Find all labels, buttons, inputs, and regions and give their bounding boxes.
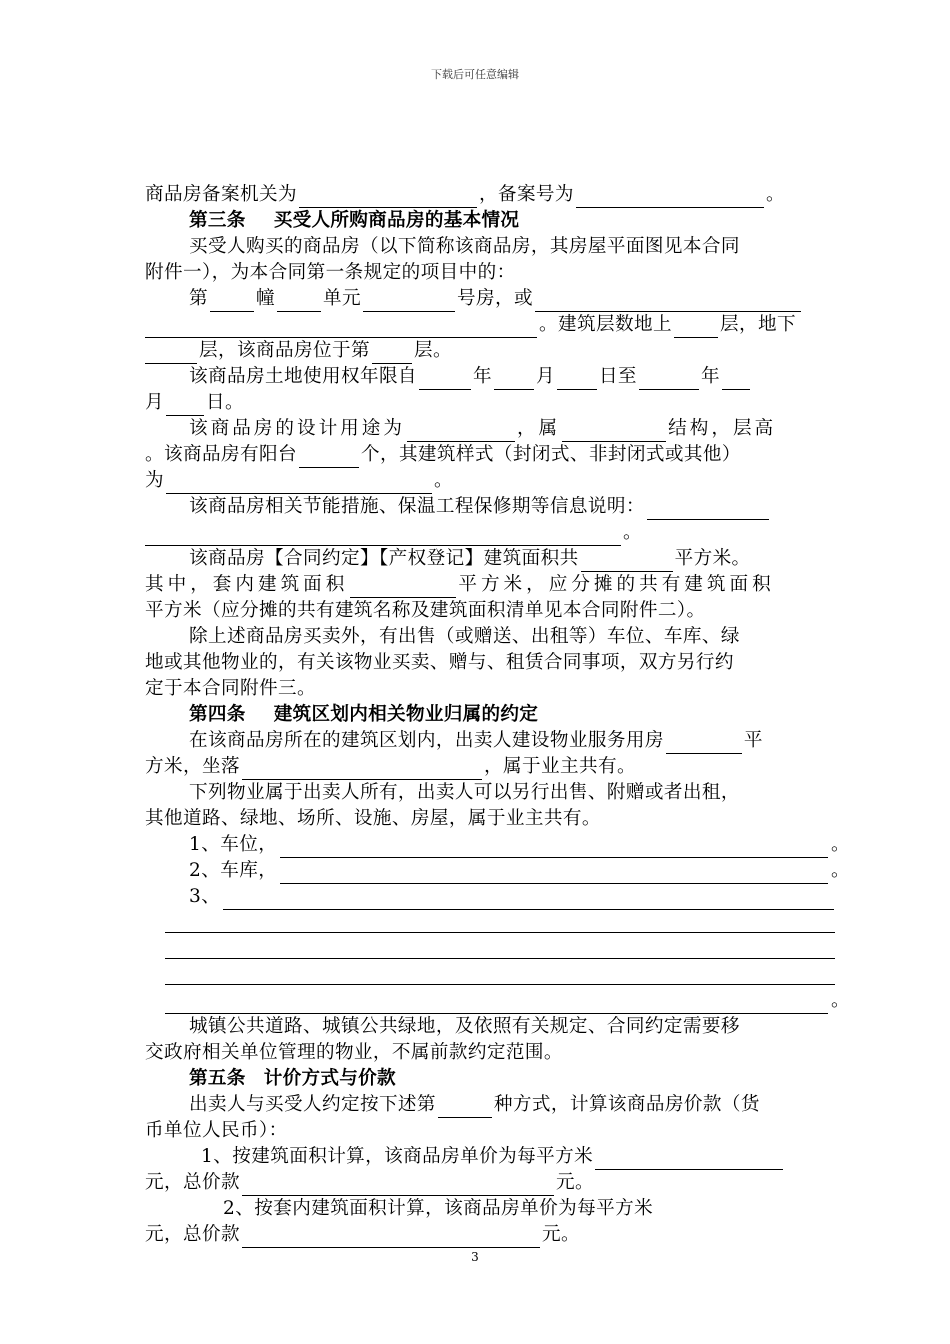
list-item: 1、车位， 。	[145, 832, 850, 858]
text-line: 1、按建筑面积计算，该商品房单价为每平方米	[145, 1144, 850, 1170]
text-line: 该商品房相关节能措施、保温工程保修期等信息说明：	[145, 494, 850, 520]
text-line: 。建筑层数地上 层，地下	[145, 312, 850, 338]
blank-garage[interactable]	[280, 863, 828, 884]
blank-total-price-inner[interactable]	[242, 1227, 540, 1248]
page-number: 3	[471, 1250, 479, 1264]
text-line: 2、按套内建筑面积计算，该商品房单价为每平方米	[223, 1198, 654, 1219]
blank-line[interactable]	[145, 962, 835, 988]
text-line: 买受人购买的商品房（以下简称该商品房，其房屋平面图见本合同	[189, 236, 740, 257]
blank-end-day[interactable]	[166, 395, 204, 416]
blank-start-day[interactable]	[557, 369, 597, 390]
blank-pricing-method[interactable]	[438, 1097, 492, 1118]
text-line: 平方米（应分摊的共有建筑名称及建筑面积清单见本合同附件二）。	[145, 600, 706, 621]
text-line: 该商品房【合同约定】【产权登记】建筑面积共 平方米。	[145, 546, 850, 572]
blank-unit-price-building[interactable]	[595, 1149, 783, 1170]
blank-structure[interactable]	[562, 421, 666, 442]
text-line: 该商品房的设计用途为 ，属 结构，层高	[145, 416, 850, 442]
blank-service-area[interactable]	[666, 733, 742, 754]
blank-energy-info-cont[interactable]	[145, 525, 621, 546]
text-line: 其中，套内建筑面积 平方米，应分摊的共有建筑面积	[145, 572, 850, 598]
text-line: 币单位人民币）：	[145, 1120, 288, 1141]
blank-balconies[interactable]	[299, 447, 359, 468]
blank-start-month[interactable]	[494, 369, 534, 390]
text-line: 方米，坐落 ，属于业主共有。	[145, 754, 850, 780]
text-line: 商品房备案机关为 ，备案号为 。	[145, 182, 850, 208]
blank-alt-address[interactable]	[535, 291, 801, 312]
text-line: 交政府相关单位管理的物业，不属前款约定范围。	[145, 1042, 563, 1063]
text-line: 地或其他物业的，有关该物业买卖、赠与、租赁合同事项，双方另行约	[145, 652, 734, 673]
blank-filing-number[interactable]	[576, 187, 764, 208]
blank-building[interactable]	[210, 291, 254, 312]
blank-room[interactable]	[363, 291, 455, 312]
text-line: 该商品房土地使用权年限自 年 月 日至 年	[145, 364, 850, 390]
blank-line[interactable]	[145, 910, 835, 936]
text-line: 除上述商品房买卖外，有出售（或赠送、出租等）车位、车库、绿	[189, 626, 740, 647]
text-line: 层，该商品房位于第 层。	[145, 338, 850, 364]
blank-energy-info[interactable]	[647, 499, 769, 520]
text-line: 城镇公共道路、城镇公共绿地，及依照有关规定、合同约定需要移	[189, 1016, 740, 1037]
blank-start-year[interactable]	[419, 369, 471, 390]
blank-line[interactable]	[145, 936, 835, 962]
blank-end-year[interactable]	[639, 369, 699, 390]
article-4-heading: 第四条 建筑区划内相关物业归属的约定	[189, 704, 539, 725]
text-line: 出卖人与买受人约定按下述第 种方式，计算该商品房价款（货	[145, 1092, 850, 1118]
blank-line: 。	[145, 988, 850, 1014]
text-line: 第 幢 单元 号房，或	[145, 286, 850, 312]
text-line: 其他道路、绿地、场所、设施、房屋，属于业主共有。	[145, 808, 601, 829]
blank-total-price-building[interactable]	[242, 1175, 554, 1196]
text-line: 在该商品房所在的建筑区划内，出卖人建设物业服务用房 平	[145, 728, 850, 754]
blank-service-location[interactable]	[242, 759, 482, 780]
page-header: 下载后可任意编辑	[431, 68, 519, 81]
blank-inner-area[interactable]	[350, 577, 456, 598]
text-line: 为 。	[145, 468, 850, 494]
blank-other-property-cont[interactable]	[165, 993, 828, 1014]
text-line: 下列物业属于出卖人所有，出卖人可以另行出售、附赠或者出租，	[189, 782, 740, 803]
article-5-heading: 第五条 计价方式与价款	[189, 1068, 396, 1089]
text-line: 。	[145, 520, 850, 546]
text-line: 月 日。	[145, 390, 850, 416]
text-line: 定于本合同附件三。	[145, 678, 316, 699]
blank-floors-above[interactable]	[674, 317, 718, 338]
blank-alt-address-cont[interactable]	[145, 317, 537, 338]
blank-parking-space[interactable]	[280, 837, 828, 858]
blank-unit[interactable]	[277, 291, 321, 312]
blank-filing-authority[interactable]	[299, 187, 477, 208]
text-line: 附件一），为本合同第一条规定的项目中的：	[145, 262, 516, 283]
blank-building-area[interactable]	[581, 551, 673, 572]
text-line: 元，总价款 元。	[145, 1170, 850, 1196]
list-item: 3、	[145, 884, 837, 910]
blank-end-month[interactable]	[722, 369, 750, 390]
text-line: 元，总价款 元。	[145, 1222, 850, 1248]
blank-building-style[interactable]	[166, 473, 432, 494]
list-item: 2、车库， 。	[145, 858, 850, 884]
text-line: 。该商品房有阳台 个，其建筑样式（封闭式、非封闭式或其他）	[145, 442, 850, 468]
article-3-heading: 第三条 买受人所购商品房的基本情况	[189, 210, 520, 231]
blank-located-floor[interactable]	[372, 343, 412, 364]
blank-design-use[interactable]	[407, 421, 515, 442]
blank-floors-below[interactable]	[145, 343, 197, 364]
document-body	[145, 182, 850, 1248]
blank-other-property[interactable]	[223, 889, 834, 910]
